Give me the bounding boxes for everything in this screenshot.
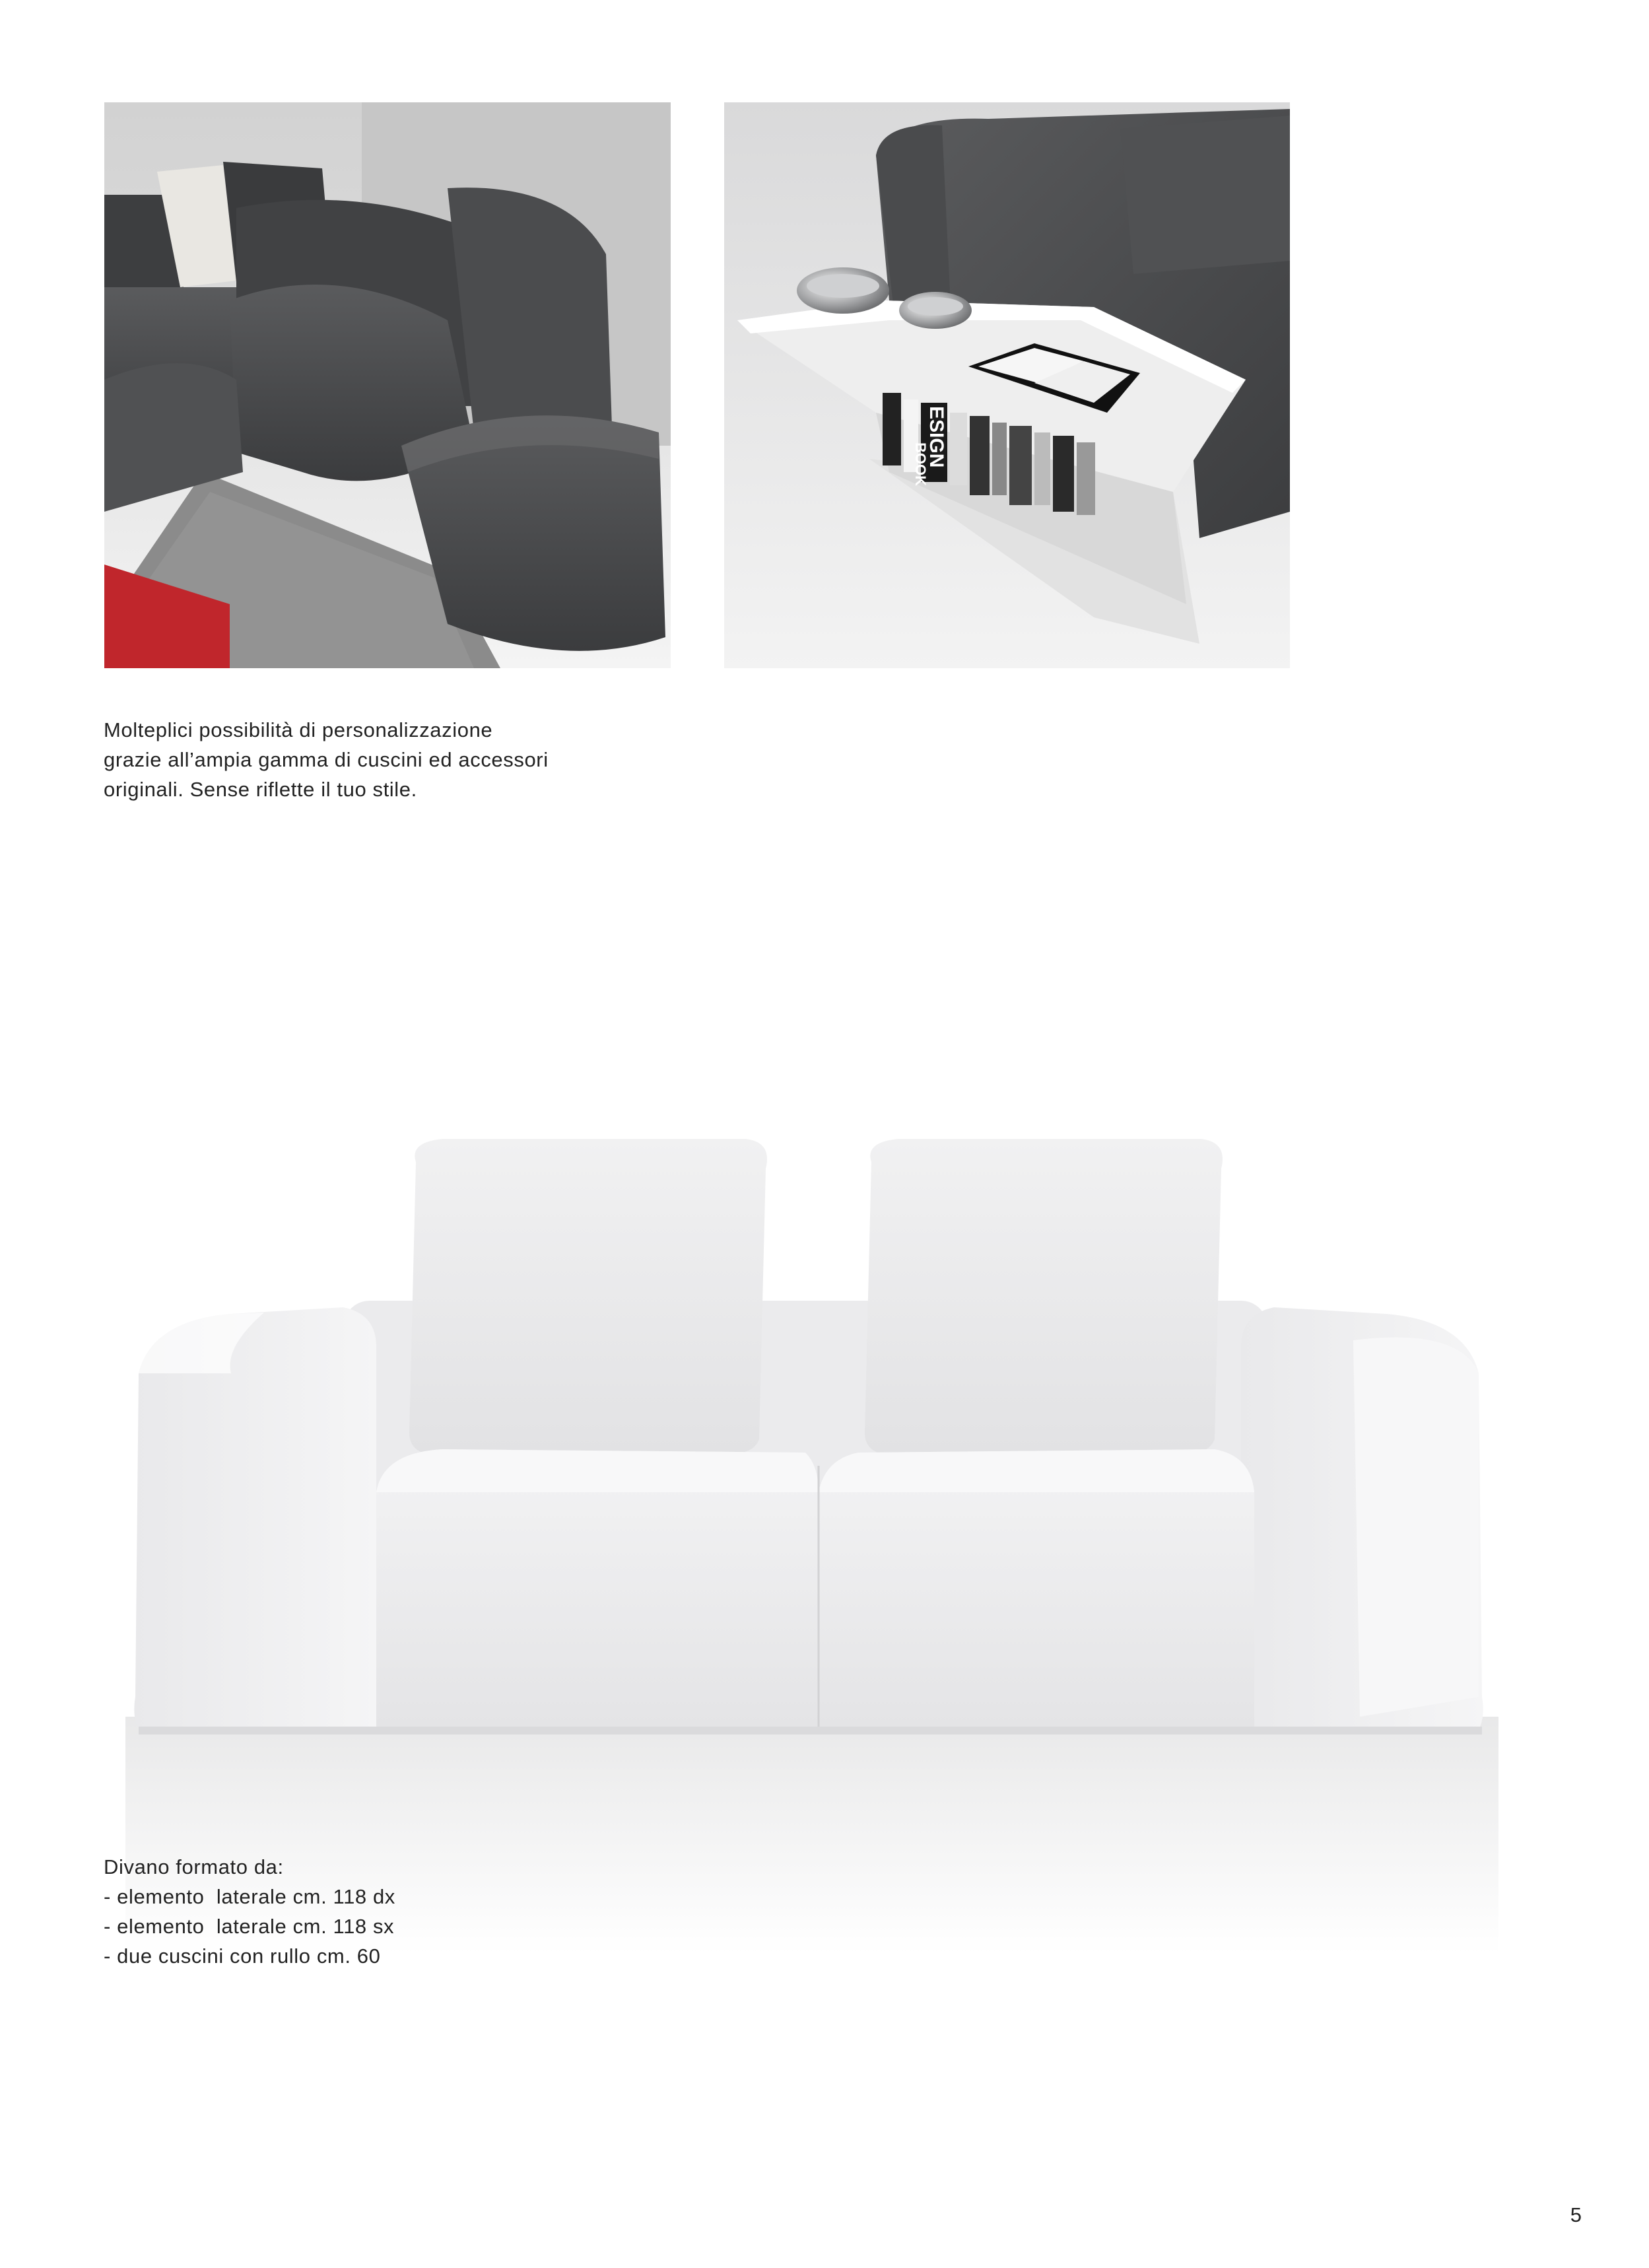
photo-grey-sofa	[104, 102, 671, 668]
page-number: 5	[1570, 2203, 1582, 2226]
book-spine-book: BOOK	[912, 442, 929, 486]
caption-line: Divano formato da:	[104, 1855, 284, 1878]
caption-composition	[104, 1852, 698, 1971]
caption-line: - due cuscini con rullo cm. 60	[104, 1944, 381, 1968]
caption-line: grazie all’ampia gamma di cuscini ed accessori	[104, 748, 549, 771]
caption-customization	[104, 715, 698, 804]
caption-line: Molteplici possibilità di personalizzazione	[104, 718, 493, 741]
caption-line: originali. Sense riflette il tuo stile.	[104, 778, 417, 801]
caption-line: - elemento laterale cm. 118 dx	[104, 1885, 395, 1908]
caption-line: - elemento laterale cm. 118 sx	[104, 1915, 395, 1938]
photo-side-table	[724, 102, 1290, 668]
book-spine-design: ESIGN	[925, 406, 947, 468]
